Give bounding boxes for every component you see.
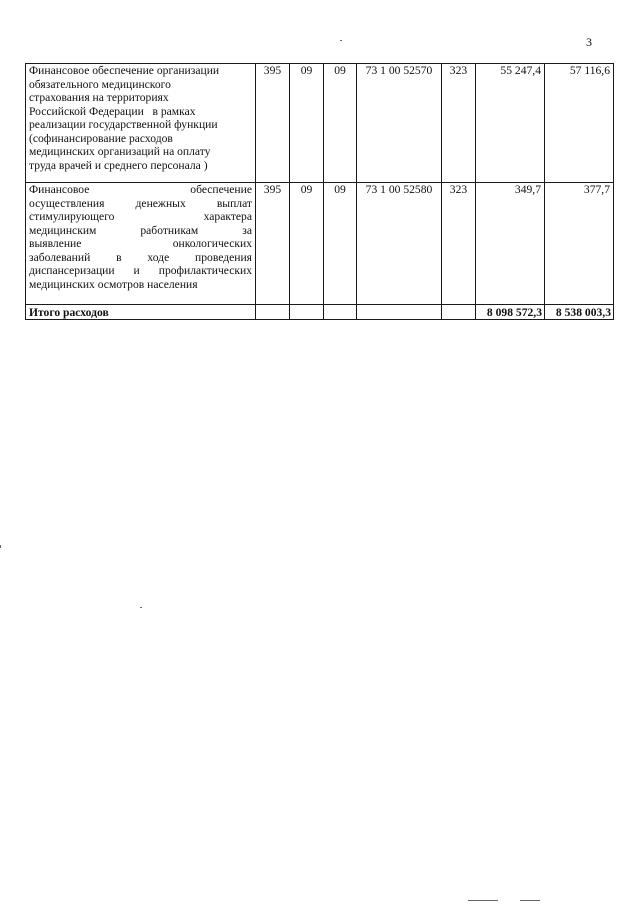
scan-speck — [0, 545, 1, 548]
target-article-cell: 73 1 00 52570 — [357, 64, 442, 183]
row-description: Финансовое обеспечение организации обязательного медицинского страхования на территориях Российской Федерации в рамках реализации государственной функции (софинансирование расходов медицинских организаций на оплату труда врачей и среднего персонала ) — [26, 64, 256, 183]
amount-1-cell: 55 247,4 — [476, 64, 545, 183]
scan-speck — [468, 900, 498, 901]
subsection-cell: 09 — [324, 183, 357, 305]
scan-speck — [140, 607, 142, 608]
expense-type-cell: 323 — [442, 183, 476, 305]
section-cell: 09 — [290, 64, 324, 183]
expenses-table — [25, 63, 614, 320]
section-cell: 09 — [290, 183, 324, 305]
amount-2-cell: 57 116,6 — [545, 64, 614, 183]
empty-cell — [357, 305, 442, 320]
ministry-code-cell: 395 — [256, 183, 290, 305]
amount-2-cell: 377,7 — [545, 183, 614, 305]
ministry-code-cell: 395 — [256, 64, 290, 183]
subsection-cell: 09 — [324, 64, 357, 183]
empty-cell — [442, 305, 476, 320]
row-description: Финансовое обеспечение осуществления денежных выплат стимулирующего характера медицинским работникам за выявление онкологических заболеваний в ходе проведения диспансеризации и профилактических медицинских осмотров населения — [26, 183, 256, 305]
target-article-cell: 73 1 00 52580 — [357, 183, 442, 305]
total-row — [26, 305, 614, 320]
total-label: Итого расходов — [26, 305, 256, 320]
page-number: 3 — [586, 35, 592, 49]
total-amount-1: 8 098 572,3 — [476, 305, 545, 320]
empty-cell — [256, 305, 290, 320]
table-row — [26, 183, 614, 305]
empty-cell — [290, 305, 324, 320]
expense-type-cell: 323 — [442, 64, 476, 183]
amount-1-cell: 349,7 — [476, 183, 545, 305]
empty-cell — [324, 305, 357, 320]
total-amount-2: 8 538 003,3 — [545, 305, 614, 320]
table-row — [26, 64, 614, 183]
scan-speck — [340, 40, 342, 41]
scan-speck — [520, 900, 540, 901]
